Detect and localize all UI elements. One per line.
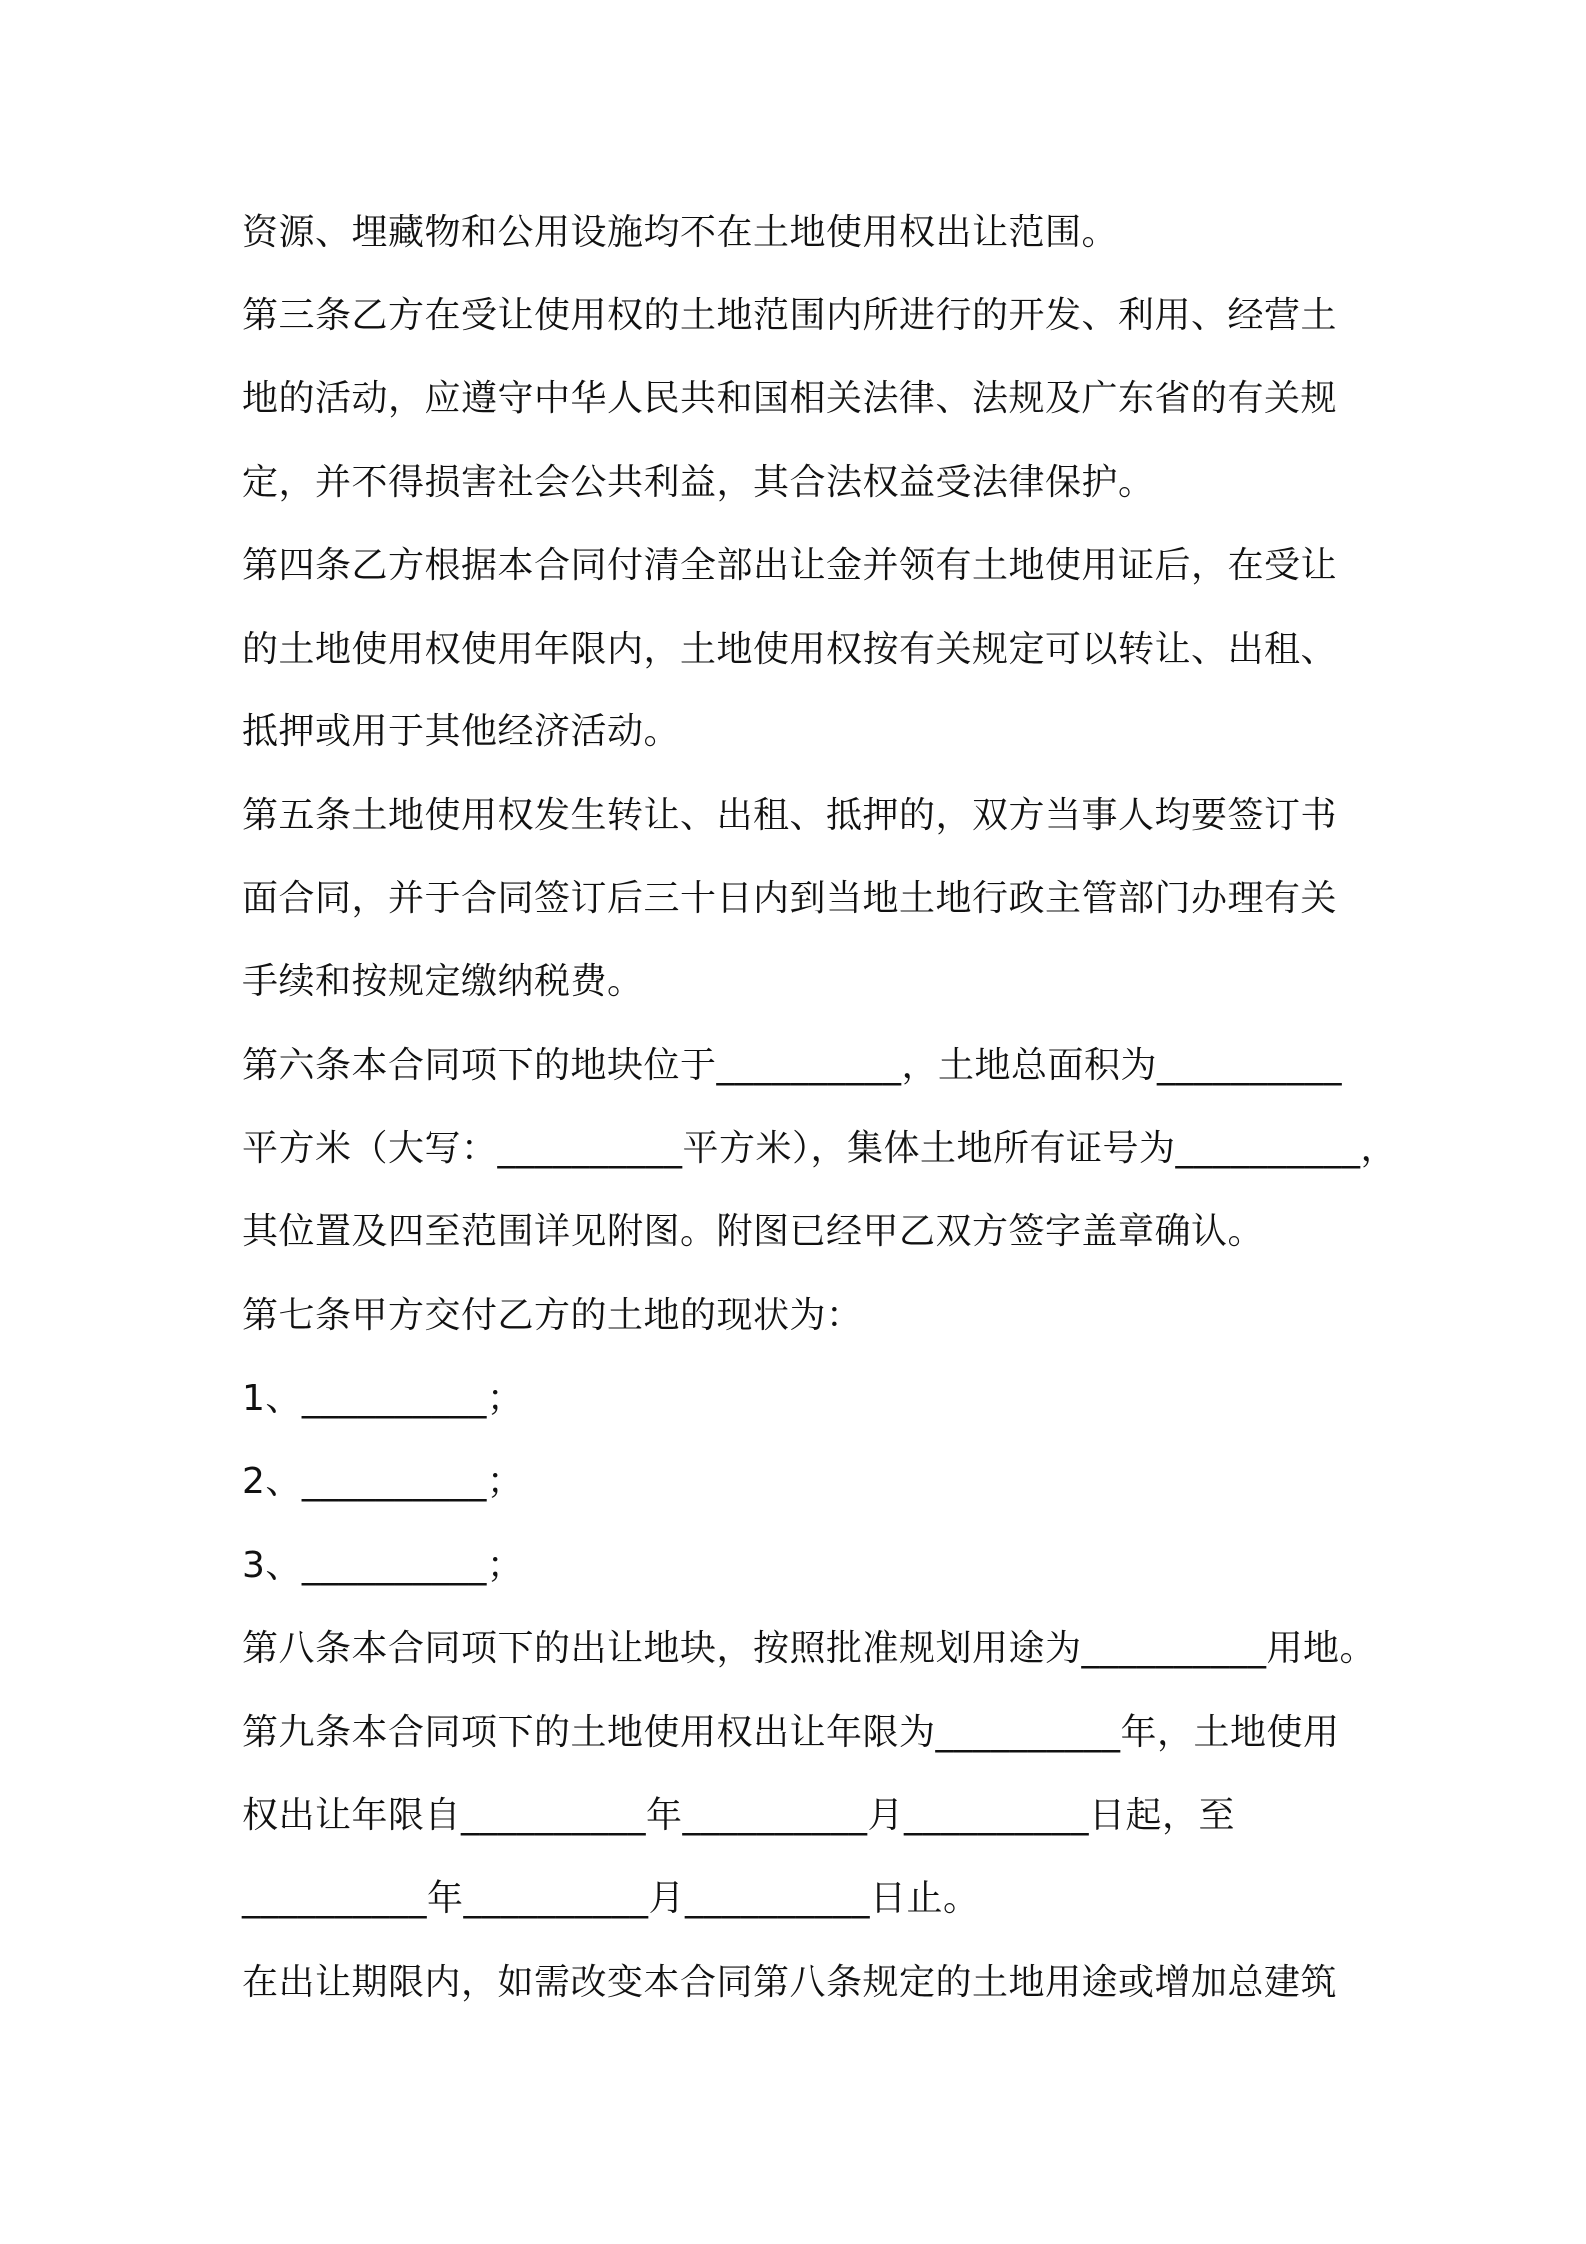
text-line: 的土地使用权使用年限内，土地使用权按有关规定可以转让、出租、	[242, 629, 1338, 670]
text-line: 手续和按规定缴纳税费。	[242, 961, 644, 1002]
text-line: 抵押或用于其他经济活动。	[242, 711, 681, 752]
text-line: 地的活动，应遵守中华人民共和国相关法律、法规及广东省的有关规	[242, 378, 1338, 419]
text-line: 权出让年限自__________年__________月__________日起，至	[242, 1795, 1236, 1836]
text-line: 资源、埋藏物和公用设施均不在土地使用权出让范围。	[242, 212, 1119, 253]
text-line: 在出让期限内，如需改变本合同第八条规定的土地用途或增加总建筑	[242, 1962, 1338, 2003]
text-line: 面合同，并于合同签订后三十日内到当地土地行政主管部门办理有关	[242, 878, 1338, 919]
text-line: 2、__________；	[242, 1461, 524, 1502]
text-line: 第五条土地使用权发生转让、出租、抵押的，双方当事人均要签订书	[242, 795, 1338, 836]
text-line: 第六条本合同项下的地块位于__________，土地总面积为__________	[242, 1045, 1343, 1086]
text-line: 第七条甲方交付乙方的土地的现状为：	[242, 1295, 863, 1336]
text-line: 3、__________；	[242, 1545, 524, 1586]
text-line: 第九条本合同项下的土地使用权出让年限为__________年，土地使用	[242, 1712, 1340, 1753]
text-line: 第八条本合同项下的出让地块，按照批准规划用途为__________用地。	[242, 1628, 1377, 1669]
text-line: 定，并不得损害社会公共利益，其合法权益受法律保护。	[242, 462, 1155, 503]
text-line: 第四条乙方根据本合同付清全部出让金并领有土地使用证后，在受让	[242, 545, 1338, 586]
text-line: 第三条乙方在受让使用权的土地范围内所进行的开发、利用、经营土	[242, 295, 1338, 336]
text-line: 平方米（大写：__________平方米），集体土地所有证号为__________，	[242, 1128, 1398, 1169]
text-line: __________年__________月__________日止。	[242, 1878, 980, 1919]
text-line: 其位置及四至范围详见附图。附图已经甲乙双方签字盖章确认。	[242, 1211, 1265, 1252]
text-line: 1、__________；	[242, 1378, 524, 1419]
